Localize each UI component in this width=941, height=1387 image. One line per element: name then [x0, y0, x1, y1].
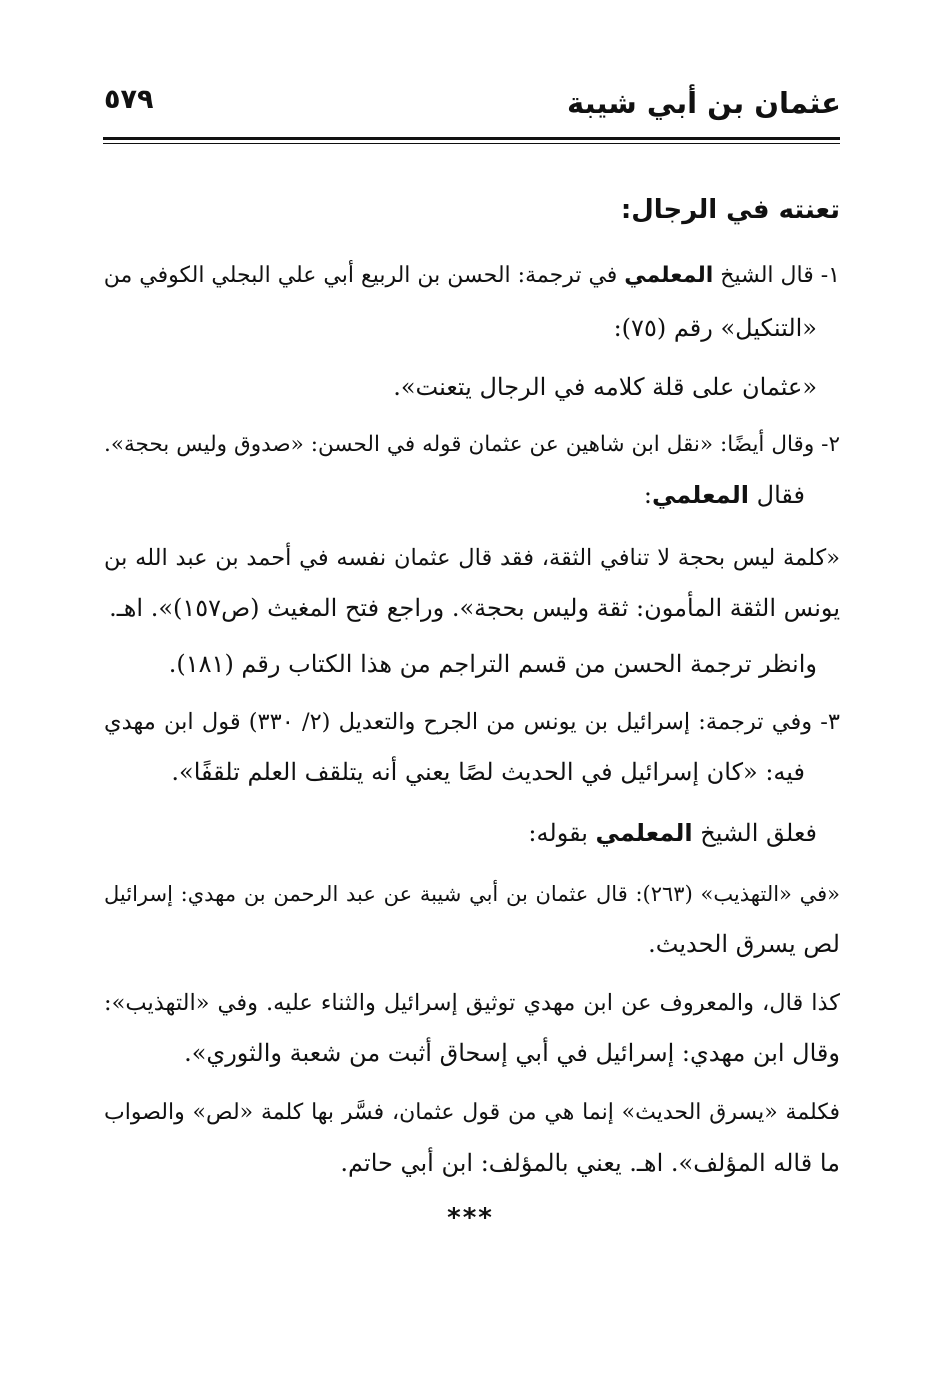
header-rule-thin	[103, 143, 840, 144]
para3-p2-line1: كذا قال، والمعروف عن ابن مهدي توثيق إسرائيل والثناء عليه. وفي «التهذيب»:	[104, 990, 840, 1016]
para2-quote-line1: «كلمة ليس بحجة لا تنافي الثقة، فقد قال عثمان نفسه في أحمد بن عبد الله بن	[104, 545, 840, 571]
para1-quote: «عثمان على قلة كلامه في الرجال يتعنت».	[393, 373, 817, 401]
para1-line2: «التنكيل» رقم (٧٥):	[613, 314, 817, 342]
author-name: المعلمي	[624, 263, 714, 288]
para3-line1: ٣- وفي ترجمة: إسرائيل بن يونس من الجرح والتعديل (٢/ ٣٣٠) قول ابن مهدي	[104, 709, 840, 735]
para3-p3-line2: ما قاله المؤلف». اهـ. يعني بالمؤلف: ابن أبي حاتم.	[340, 1149, 840, 1177]
author-name: المعلمي	[651, 481, 749, 509]
para2-line2: فقال المعلمي:	[643, 481, 805, 509]
section-separator: ***	[447, 1203, 494, 1233]
para3-comment: فعلق الشيخ المعلمي بقوله:	[528, 819, 817, 847]
para3-p2-line2: وقال ابن مهدي: إسرائيل في أبي إسحاق أثبت من شعبة والثوري».	[184, 1039, 840, 1067]
para2-quote-line2: يونس الثقة المأمون: ثقة وليس بحجة». وراجع فتح المغيث (ص١٥٧)». اهـ.	[109, 594, 840, 622]
section-heading: تعنته في الرجال:	[620, 195, 840, 225]
author-name: المعلمي	[595, 819, 693, 847]
para3-quote-line2: لص يسرق الحديث.	[648, 930, 840, 958]
para3-quote-line1: «في «التهذيب» (٢٦٣): قال عثمان بن أبي شيبة عن عبد الرحمن بن مهدي: إسرائيل	[104, 882, 840, 906]
para2-line1: ٢- وقال أيضًا: «نقل ابن شاهين عن عثمان قوله في الحسن: «صدوق وليس بحجة».	[104, 432, 840, 457]
para3-p3-line1: فكلمة «يسرق الحديث» إنما هي من قول عثمان، فسَّر بها كلمة «لص» والصواب	[104, 1100, 840, 1125]
para3-line2: فيه: «كان إسرائيل في الحديث لصًا يعني أنه يتلقف العلم تلقفًا».	[171, 758, 805, 786]
para2-note: وانظر ترجمة الحسن من قسم التراجم من هذا الكتاب رقم (١٨١).	[168, 650, 817, 678]
running-header-title: عثمان بن أبي شيبة	[567, 86, 841, 120]
header-rule-thick	[103, 137, 840, 140]
page-number: ٥٧٩	[104, 84, 154, 115]
para1-line1: ١- قال الشيخ المعلمي في ترجمة: الحسن بن الربيع أبي علي البجلي الكوفي من	[103, 263, 840, 288]
